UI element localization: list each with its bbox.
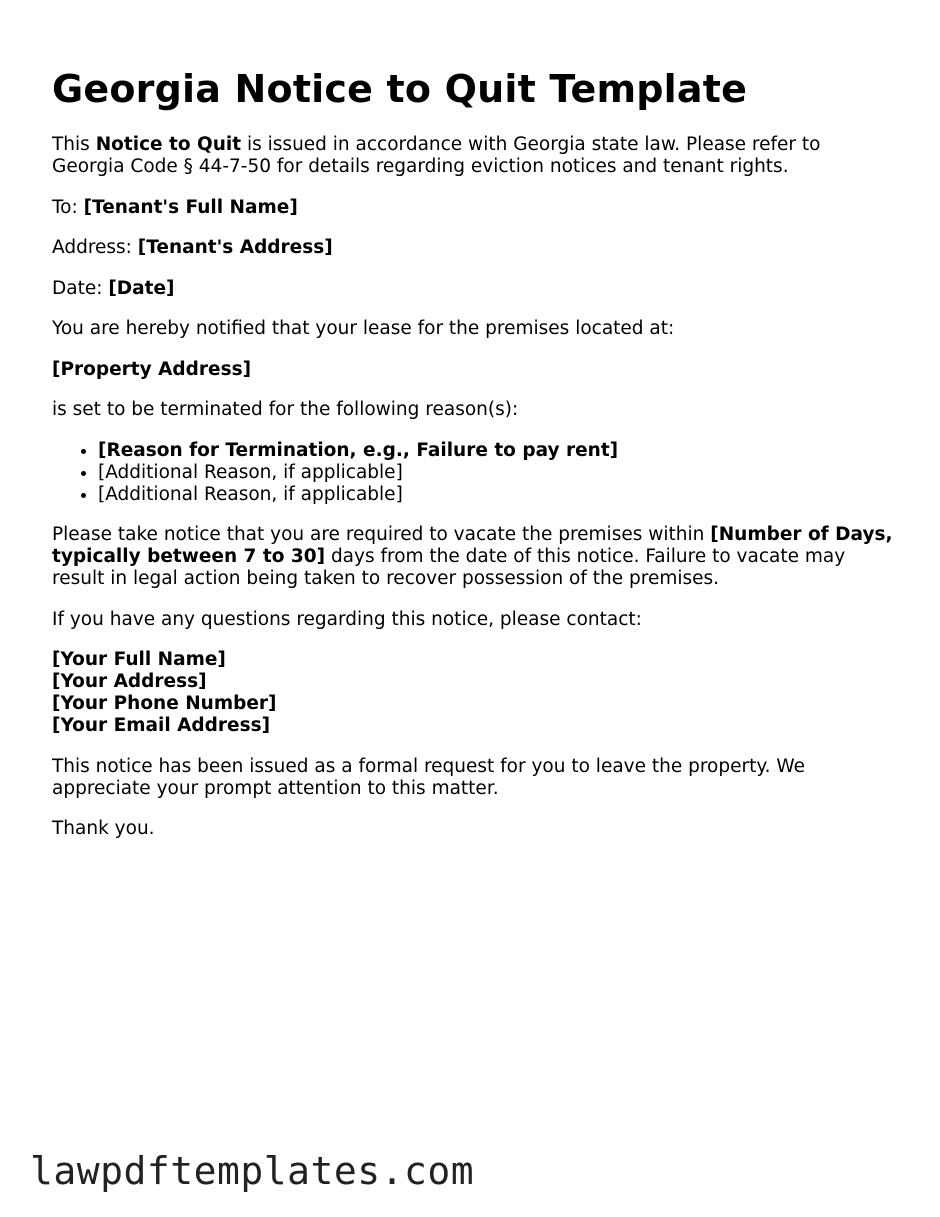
reasons-list bbox=[52, 440, 898, 506]
contact-email: [Your Email Address] bbox=[52, 715, 271, 736]
primary-reason: [Reason for Termination, e.g., Failure to pay rent] bbox=[98, 439, 619, 461]
vacate-suffix: days from the date of this notice. Failure to vacate may result in legal action being taken to recover possession of the premises. bbox=[52, 546, 846, 589]
intro-suffix: is issued in accordance with Georgia state law. Please refer to Georgia Code § 44-7-50 for details regarding eviction notices and tenant rights. bbox=[52, 134, 821, 177]
closing-paragraph: This notice has been issued as a formal request for you to leave the property. We appreciate your prompt attention to this matter. bbox=[52, 755, 806, 799]
property-address-line bbox=[52, 359, 898, 381]
property-address: [Property Address] bbox=[52, 358, 252, 380]
watermark: lawpdftemplates.com bbox=[30, 1149, 475, 1193]
lease-notice: You are hereby notified that your lease for the premises located at: bbox=[52, 318, 675, 339]
contact-intro: If you have any questions regarding this notice, please contact: bbox=[52, 608, 642, 630]
list-item: • [Additional Reason, if applicable] bbox=[98, 462, 898, 484]
contact-name: [Your Full Name] bbox=[52, 649, 226, 670]
intro-bold: Notice to Quit bbox=[95, 134, 242, 155]
intro-paragraph bbox=[52, 134, 898, 178]
document-page bbox=[52, 64, 898, 859]
to-label: To: bbox=[52, 196, 84, 218]
address-label: Address: bbox=[52, 237, 138, 258]
termination-intro: is set to be terminated for the following reason(s): bbox=[52, 399, 519, 420]
address-line bbox=[52, 237, 898, 259]
vacate-days: [Number of Days, typically between 7 to 30] bbox=[52, 524, 893, 567]
date-label: Date: bbox=[52, 277, 109, 299]
tenant-address: [Tenant's Address] bbox=[137, 237, 333, 258]
tenant-name: [Tenant's Full Name] bbox=[83, 196, 298, 218]
intro-prefix: This bbox=[52, 134, 96, 155]
date-line bbox=[52, 278, 898, 300]
contact-phone: [Your Phone Number] bbox=[52, 693, 277, 714]
to-line bbox=[52, 197, 898, 219]
contact-address: [Your Address] bbox=[52, 671, 207, 692]
thanks-line: Thank you. bbox=[52, 818, 155, 839]
contact-block bbox=[52, 649, 898, 737]
notice-date: [Date] bbox=[108, 277, 175, 299]
vacate-paragraph bbox=[52, 524, 898, 590]
page-title: Georgia Notice to Quit Template bbox=[52, 67, 748, 111]
list-item: • [Additional Reason, if applicable] bbox=[98, 484, 898, 506]
vacate-prefix: Please take notice that you are required to vacate the premises within bbox=[52, 524, 711, 545]
list-item bbox=[98, 440, 898, 462]
